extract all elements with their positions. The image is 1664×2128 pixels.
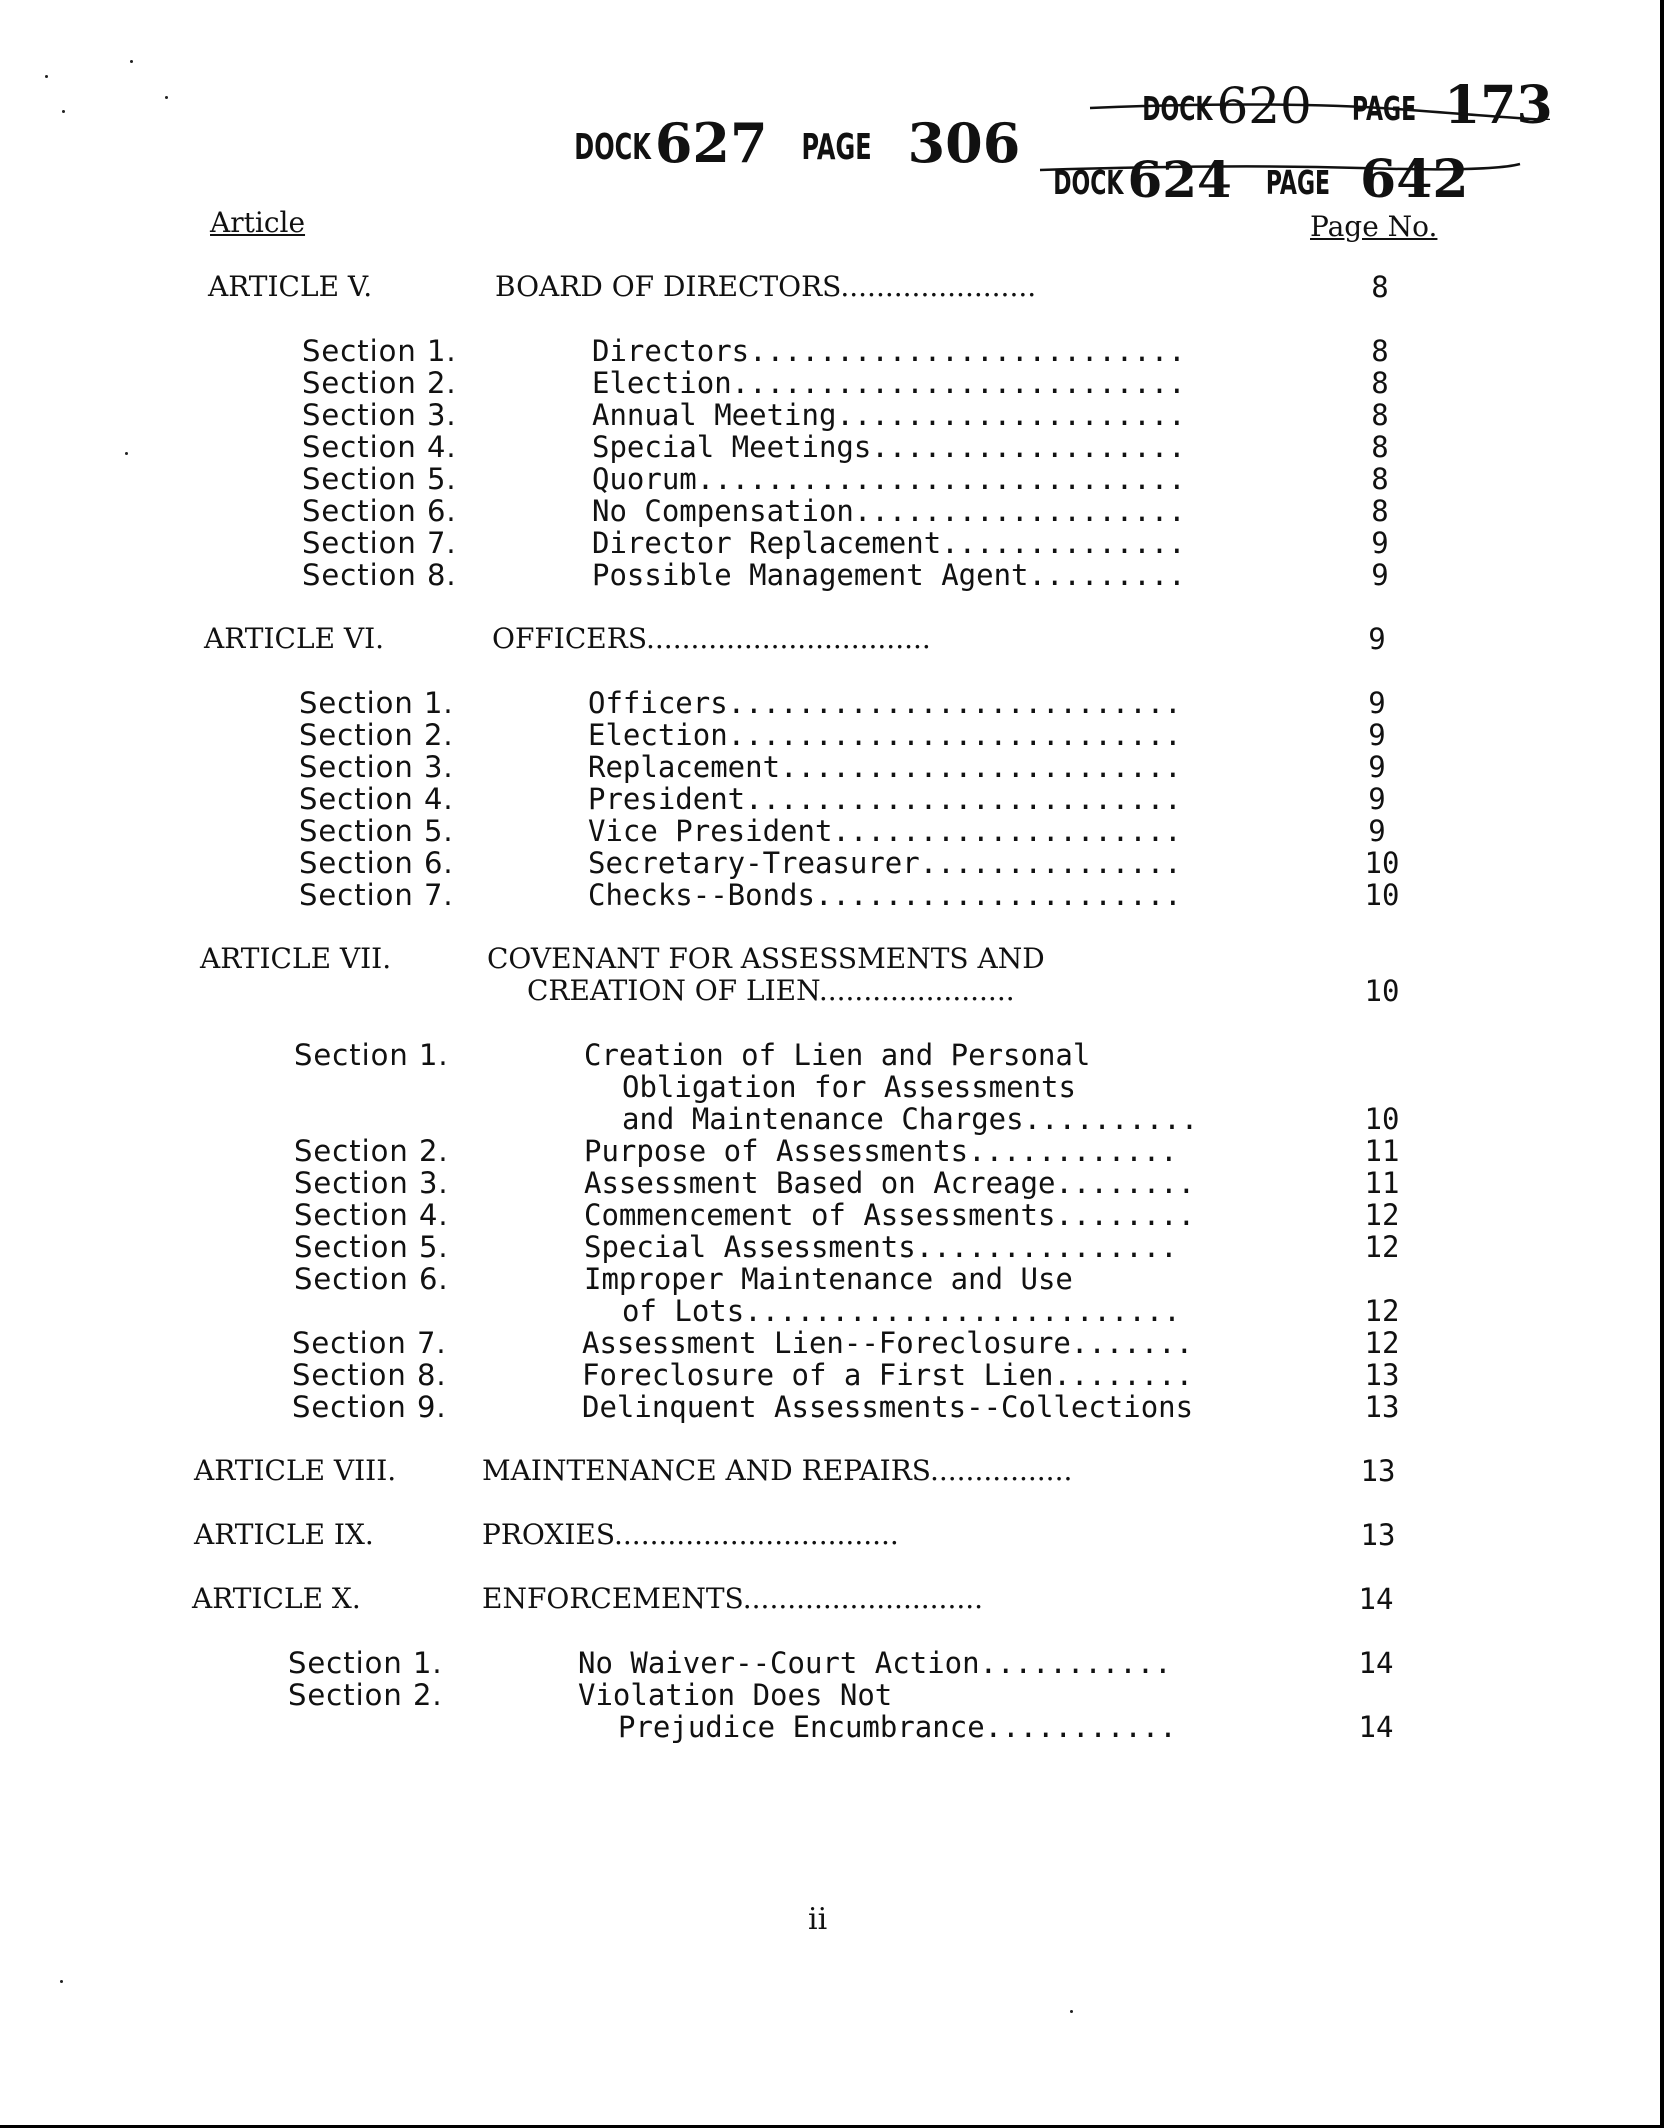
section-label: Section 6. — [302, 494, 457, 528]
strike-line-1 — [1080, 50, 1560, 120]
scan-speck — [165, 96, 168, 99]
column-header-page-no: Page No. — [1310, 210, 1438, 243]
page-number: 9 — [1368, 622, 1386, 656]
section-title: Election.......................... — [592, 366, 1186, 400]
section-label: Section 5. — [302, 462, 457, 496]
page-number: 173 — [1444, 75, 1553, 136]
toc-section — [0, 1038, 1664, 1070]
toc-section-cont — [0, 1710, 1664, 1742]
book-stamp-main — [555, 92, 1020, 175]
section-label: Section 3. — [294, 1166, 449, 1200]
section-title: Commencement of Assessments........ — [584, 1198, 1196, 1232]
toc-section — [0, 526, 1664, 558]
scan-speck — [130, 60, 133, 63]
scan-speck — [60, 1980, 63, 1983]
toc-section — [0, 1646, 1664, 1678]
scan-speck — [62, 110, 65, 113]
section-title: Assessment Lien--Foreclosure....... — [582, 1326, 1194, 1360]
section-label: Section 2. — [299, 718, 454, 752]
toc-article-v — [0, 270, 1664, 302]
toc-section — [0, 782, 1664, 814]
article-label: ARTICLE VII. — [200, 942, 392, 975]
page-number: 8 — [1371, 270, 1389, 304]
page-number: 8 — [1371, 462, 1389, 496]
section-label: Section 7. — [292, 1326, 447, 1360]
toc-article-vii-cont — [0, 974, 1664, 1006]
page-number: 12 — [1364, 1230, 1400, 1264]
page-number: 13 — [1364, 1390, 1400, 1424]
page-number: 9 — [1368, 814, 1386, 848]
toc-section — [0, 1134, 1664, 1166]
toc-section-cont — [0, 1102, 1664, 1134]
section-label: Section 3. — [299, 750, 454, 784]
section-label: Section 7. — [299, 878, 454, 912]
section-title: Directors......................... — [592, 334, 1186, 368]
toc-section — [0, 878, 1664, 910]
section-label: Section 8. — [292, 1358, 447, 1392]
section-title: Special Assessments............... — [584, 1230, 1178, 1264]
section-label: Section 2. — [294, 1134, 449, 1168]
section-title-line-1: Creation of Lien and Personal — [584, 1038, 1091, 1072]
section-label: Section 6. — [299, 846, 454, 880]
article-title: ENFORCEMENTS........................... — [482, 1582, 984, 1615]
toc-section — [0, 1262, 1664, 1294]
scan-speck — [45, 75, 48, 78]
page-number: 10 — [1364, 878, 1400, 912]
section-title: Secretary-Treasurer............... — [588, 846, 1182, 880]
page-number: 9 — [1371, 526, 1389, 560]
toc-article-x — [0, 1582, 1664, 1614]
book-number: 620 — [1216, 77, 1312, 135]
page-number: 11 — [1364, 1134, 1400, 1168]
section-title: Purpose of Assessments............ — [584, 1134, 1178, 1168]
toc-section — [0, 686, 1664, 718]
page-number: 10 — [1364, 974, 1400, 1008]
toc-section-cont — [0, 1294, 1664, 1326]
section-label: Section 4. — [294, 1198, 449, 1232]
page-number: 14 — [1358, 1710, 1394, 1744]
section-title: Foreclosure of a First Lien........ — [582, 1358, 1194, 1392]
page-label: PAGE — [1265, 165, 1331, 203]
toc-section — [0, 718, 1664, 750]
section-title-line-1: Improper Maintenance and Use — [584, 1262, 1073, 1296]
article-label: ARTICLE VI. — [204, 622, 385, 655]
section-label: Section 1. — [294, 1038, 449, 1072]
section-label: Section 2. — [288, 1678, 443, 1712]
page-number: 13 — [1364, 1358, 1400, 1392]
page-number: 9 — [1368, 750, 1386, 784]
toc-section-cont — [0, 1070, 1664, 1102]
section-title: Election.......................... — [588, 718, 1182, 752]
section-label: Section 1. — [288, 1646, 443, 1680]
page-number: 12 — [1364, 1198, 1400, 1232]
page-number: 8 — [1371, 398, 1389, 432]
article-title: PROXIES................................ — [482, 1518, 899, 1551]
column-header-article: Article — [210, 206, 306, 239]
section-label: Section 2. — [302, 366, 457, 400]
book-number: 627 — [654, 111, 768, 175]
section-title: No Compensation................... — [592, 494, 1186, 528]
page-number: 8 — [1371, 494, 1389, 528]
toc-section — [0, 1198, 1664, 1230]
page-number: 13 — [1360, 1454, 1396, 1488]
toc-section — [0, 462, 1664, 494]
section-label: Section 8. — [302, 558, 457, 592]
section-title: Possible Management Agent......... — [592, 558, 1186, 592]
section-label: Section 6. — [294, 1262, 449, 1296]
toc-section — [0, 494, 1664, 526]
section-label: Section 9. — [292, 1390, 447, 1424]
article-title: BOARD OF DIRECTORS...................... — [495, 270, 1037, 303]
toc-section — [0, 846, 1664, 878]
toc-section — [0, 366, 1664, 398]
section-label: Section 5. — [299, 814, 454, 848]
section-title: Vice President.................... — [588, 814, 1182, 848]
page-number: 10 — [1364, 846, 1400, 880]
section-title: Special Meetings.................. — [592, 430, 1186, 464]
page-number: 14 — [1358, 1582, 1394, 1616]
section-title: Director Replacement.............. — [592, 526, 1186, 560]
section-title-line-2: Obligation for Assessments — [622, 1070, 1076, 1104]
page-number: 306 — [907, 111, 1021, 175]
article-title-line-2: CREATION OF LIEN...................... — [527, 974, 1015, 1007]
toc-article-viii — [0, 1454, 1664, 1486]
section-title: Checks--Bonds..................... — [588, 878, 1182, 912]
section-label: Section 1. — [299, 686, 454, 720]
page-number: 12 — [1364, 1326, 1400, 1360]
article-label: ARTICLE X. — [192, 1582, 361, 1615]
page-number: 8 — [1371, 430, 1389, 464]
toc-section — [0, 430, 1664, 462]
section-title: Assessment Based on Acreage........ — [584, 1166, 1196, 1200]
book-label: DOCK — [1053, 165, 1124, 203]
article-label: ARTICLE VIII. — [194, 1454, 397, 1487]
toc-section — [0, 1358, 1664, 1390]
section-title-line-2: of Lots......................... — [622, 1294, 1181, 1328]
section-label: Section 4. — [299, 782, 454, 816]
toc-section — [0, 558, 1664, 590]
section-title-line-3: and Maintenance Charges.......... — [622, 1102, 1199, 1136]
page-label: PAGE — [801, 126, 872, 168]
article-title-line-1: COVENANT FOR ASSESSMENTS AND — [487, 942, 1045, 975]
article-label: ARTICLE V. — [208, 270, 373, 303]
section-label: Section 5. — [294, 1230, 449, 1264]
toc-section — [0, 814, 1664, 846]
toc-section — [0, 1326, 1664, 1358]
page-number: 9 — [1368, 782, 1386, 816]
scan-speck — [1070, 2010, 1073, 2013]
book-number: 624 — [1127, 150, 1232, 209]
toc-section — [0, 1678, 1664, 1710]
page-label: PAGE — [1351, 91, 1417, 129]
page-number: 10 — [1364, 1102, 1400, 1136]
toc-article-vii — [0, 942, 1664, 974]
footer-page-number: ii — [808, 1902, 828, 1937]
toc-section — [0, 1166, 1664, 1198]
toc-article-ix — [0, 1518, 1664, 1550]
page-number: 9 — [1368, 718, 1386, 752]
section-title-line-1: Violation Does Not — [578, 1678, 893, 1712]
article-title: MAINTENANCE AND REPAIRS................ — [482, 1454, 1073, 1487]
page-number: 8 — [1371, 334, 1389, 368]
toc-section — [0, 750, 1664, 782]
toc-section — [0, 398, 1664, 430]
toc-section — [0, 1230, 1664, 1262]
page-number: 13 — [1360, 1518, 1396, 1552]
page-number: 11 — [1364, 1166, 1400, 1200]
section-title-line-2: Prejudice Encumbrance........... — [618, 1710, 1177, 1744]
section-title: No Waiver--Court Action........... — [578, 1646, 1172, 1680]
page-number: 14 — [1358, 1646, 1394, 1680]
article-title: OFFICERS................................ — [492, 622, 931, 655]
toc-section — [0, 334, 1664, 366]
toc-article-vi — [0, 622, 1664, 654]
section-label: Section 1. — [302, 334, 457, 368]
section-title: Officers.......................... — [588, 686, 1182, 720]
page-number: 12 — [1364, 1294, 1400, 1328]
section-title: Annual Meeting.................... — [592, 398, 1186, 432]
section-label: Section 7. — [302, 526, 457, 560]
page-number: 8 — [1371, 366, 1389, 400]
section-label: Section 4. — [302, 430, 457, 464]
toc-section — [0, 1390, 1664, 1422]
page-number: 9 — [1368, 686, 1386, 720]
section-title: President......................... — [588, 782, 1182, 816]
book-label: DOCK — [574, 126, 651, 168]
section-title: Replacement....................... — [588, 750, 1182, 784]
article-label: ARTICLE IX. — [194, 1518, 374, 1551]
book-label: DOCK — [1142, 91, 1213, 129]
section-label: Section 3. — [302, 398, 457, 432]
strike-line-2 — [1030, 150, 1530, 190]
page-number: 9 — [1371, 558, 1389, 592]
page-number: 642 — [1360, 149, 1469, 210]
section-title: Delinquent Assessments--Collections — [582, 1390, 1194, 1424]
section-title: Quorum............................ — [592, 462, 1186, 496]
